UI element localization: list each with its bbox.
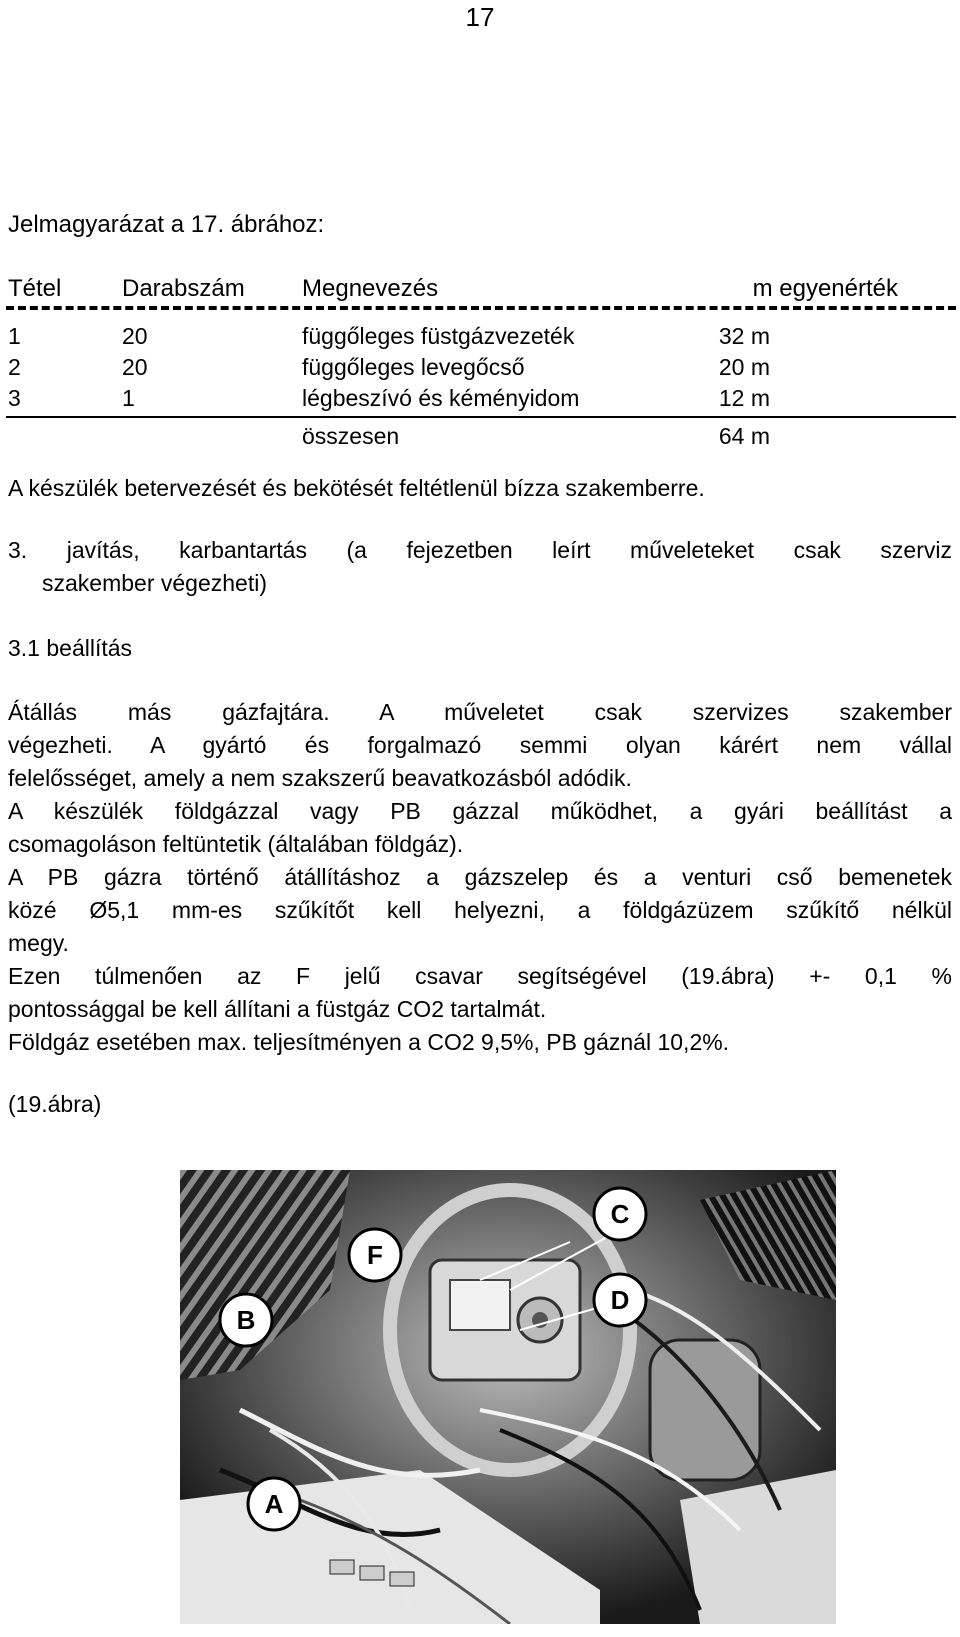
paragraph-line: közé Ø5,1 mm-es szűkítőt kell helyezni, a földgázüzem szűkítő nélkül bbox=[8, 897, 952, 923]
table-cell: 1 bbox=[122, 385, 135, 411]
table-cell: 12 m bbox=[718, 385, 770, 411]
paragraph-line: A készülék földgázzal vagy PB gázzal működhet, a gyári beállítást a bbox=[8, 798, 952, 824]
section-3-heading-line1: 3. javítás, karbantartás (a fejezetben leírt műveleteket csak szerviz bbox=[8, 537, 952, 563]
table-header-name: Megnevezés bbox=[302, 275, 439, 302]
figure-19-photo bbox=[180, 1170, 836, 1624]
svg-text:A: A bbox=[264, 1489, 284, 1519]
table-cell: 2 bbox=[8, 354, 21, 380]
table-header-equivalent: m egyenérték bbox=[752, 275, 898, 302]
figure-caption: (19.ábra) bbox=[8, 1091, 102, 1117]
table-cell: 20 bbox=[122, 354, 148, 380]
figure-label-d bbox=[594, 1274, 646, 1326]
paragraph-line: csomagoláson feltüntetik (általában földgáz). bbox=[8, 831, 464, 857]
table-cell: 3 bbox=[8, 385, 21, 411]
table-cell: függőleges füstgázvezeték bbox=[302, 323, 575, 349]
paragraph-line: felelősséget, amely a nem szakszerű beavatkozásból adódik. bbox=[8, 765, 632, 791]
figure-label-c bbox=[594, 1188, 646, 1240]
paragraph-line: Átállás más gázfajtára. A műveletet csak szervizes szakember bbox=[8, 699, 952, 725]
table-cell: 1 bbox=[8, 323, 21, 349]
svg-text:F: F bbox=[367, 1240, 383, 1270]
figure-19-illustration bbox=[180, 1170, 836, 1624]
paragraph-line: Földgáz esetében max. teljesítményen a CO2 9,5%, PB gáznál 10,2%. bbox=[8, 1029, 730, 1055]
installation-note: A készülék betervezését és bekötését feltétlenül bízza szakemberre. bbox=[8, 475, 705, 501]
table-total-label: összesen bbox=[302, 423, 400, 449]
svg-text:B: B bbox=[236, 1305, 256, 1335]
page-number: 17 bbox=[465, 2, 495, 32]
svg-text:C: C bbox=[610, 1199, 630, 1229]
legend-heading: Jelmagyarázat a 17. ábrához: bbox=[8, 211, 325, 238]
table-header-divider bbox=[6, 306, 956, 310]
table-cell: 20 m bbox=[718, 354, 770, 380]
section-3-heading-line2: szakember végezheti) bbox=[42, 570, 267, 596]
figure-label-b bbox=[220, 1294, 272, 1346]
table-cell: függőleges levegőcső bbox=[302, 354, 525, 380]
table-total-divider bbox=[6, 416, 956, 418]
table-cell: 32 m bbox=[718, 323, 770, 349]
table-header-count: Darabszám bbox=[122, 275, 245, 302]
table-header-item: Tétel bbox=[8, 275, 62, 302]
paragraph-line: végezheti. A gyártó és forgalmazó semmi olyan kárért nem vállal bbox=[8, 732, 952, 758]
section-3-1-heading: 3.1 beállítás bbox=[8, 635, 133, 661]
paragraph-line: A PB gázra történő átállításhoz a gázszelep és a venturi cső bemenetek bbox=[8, 864, 952, 890]
figure-label-a bbox=[248, 1478, 300, 1530]
paragraph-line: pontossággal be kell állítani a füstgáz CO2 tartalmát. bbox=[8, 996, 547, 1022]
table-total-value: 64 m bbox=[718, 423, 770, 449]
figure-label-f bbox=[349, 1229, 401, 1281]
paragraph-line: megy. bbox=[8, 930, 69, 956]
svg-text:D: D bbox=[610, 1285, 630, 1315]
table-cell: 20 bbox=[122, 323, 148, 349]
paragraph-line: Ezen túlmenően az F jelű csavar segítségével (19.ábra) +- 0,1 % bbox=[8, 963, 952, 989]
table-cell: légbeszívó és kéményidom bbox=[302, 385, 580, 411]
